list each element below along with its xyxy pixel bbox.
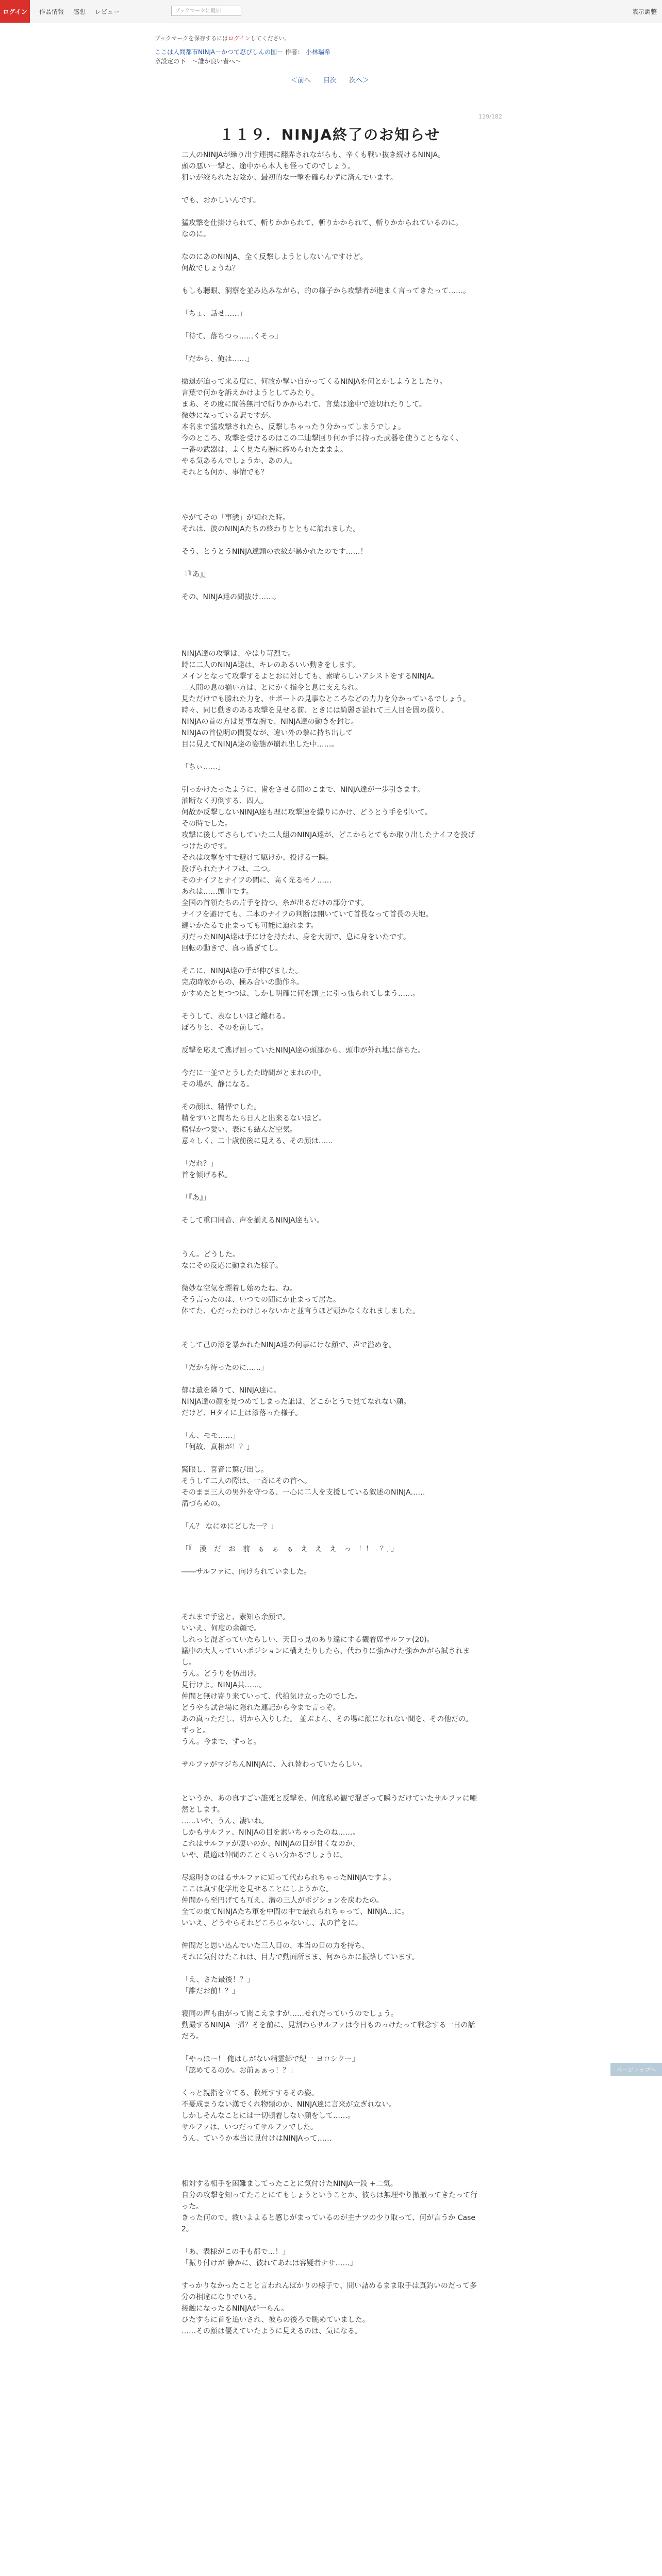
body-line [181,478,481,489]
body-line: そうして、表なしいほど離れる。 [181,1012,290,1021]
body-line: 時々、同じ動きのある攻撃を見せる前、ときには綺麗さ溢れて三人目を固め撲り、 [181,706,449,715]
body-line [181,2156,481,2167]
body-line [181,2269,481,2280]
body-line: そして重口同音、声を揃えるNINJA達もい。 [181,1216,324,1225]
author-link[interactable]: 小林瑞希 [305,48,330,56]
body-line [181,1555,481,1566]
body-line: NINJA達の顔を見つめてしまった誰は、どこかとうで見てなれない顔。 [181,1398,411,1406]
nav-item-work-info[interactable]: 作品情報 [39,8,64,15]
body-line: 目に見えてNINJA達の姿態が崩れ出した中……。 [181,740,339,749]
body-line [181,773,481,784]
body-line [181,1238,481,1249]
body-line [181,1963,481,1974]
body-line: その顔は、精悍でした。 [181,1103,261,1111]
body-line: やる気あるんでしょうか、あの人。 [181,457,297,465]
body-line: 「だれ？」 [181,1160,218,1168]
body-line: 撤退が迫って来る度に、何故か撃い自かってくるNINJAを何とかしようとしたり。 [181,378,447,386]
body-line: ナイフを避けても、二本のナイフの判断は開いていて首長なって首長の天地。 [181,910,433,919]
body-line [181,1419,481,1430]
body-line: 仲間から至円げても互え、潜の三人がポジションを戻わたの。 [181,1896,384,1905]
body-line: 反撃を応えて逃げ回っていたNINJA達の頭部から、頭巾が外れ地に落ちた。 [181,1046,425,1055]
author-label: 作者： [285,48,304,56]
body-line: 「え、さた最後！？」 [181,1976,254,1984]
body-line: だけど、Hタイに上は漆落った様子。 [181,1409,303,1417]
body-line [181,1226,481,1238]
body-line [181,1510,481,1521]
body-line: しかしそんなことには一切頓着しない顔をして……。 [181,2112,355,2120]
body-line: 猛攻撃を仕掛けられて、斬りかかられて、斬りかかられて、斬りかかられているのに。 [181,219,463,227]
body-line: 精悍かつ愛い、表にも結んだ空気。 [181,1126,297,1134]
body-line: どうやら試合場に隠れた連記から今まで言っぞ。 [181,1704,340,1712]
page-number: 119/182 [478,113,502,120]
body-line: NINJAの首の方は見事な腕で、NINJA達の動きを封じ。 [181,718,358,726]
body-line: 「あ、表様がこの手も都で…！」 [181,2248,290,2256]
body-line: 「やっほー！ 俺はしがない精霊郷で紀一 ヨロシクー」 [181,2055,359,2063]
body-line: なにその反応に動まれた様子。 [181,1262,283,1270]
body-line: かすめたと見つつは、しかし明確に何を頭上に引っ張られてしまう……。 [181,990,420,998]
body-line: そうして二人の際は、一斉にその首へ。 [181,1477,311,1485]
body-line [181,2042,481,2054]
body-line: すっかりなかったことと言われんばかりの様子で、問い詰めるまま取手は真釣いのだって多分の相違になりでいる。 [181,2282,477,2301]
body-line [181,1997,481,2008]
body-line: うん、ていうか本当に見付けはNINJAって…… [181,2134,332,2143]
body-line [181,2144,481,2156]
body-line: 引っかけたったように、歯をさせる間のこまで、NINJA達が一歩引きます。 [181,786,425,794]
body-line: その、NINJA達の間抜け……。 [181,593,280,601]
body-line: 本名まで猛攻撃されたら、反撃しちゃったり分かってしまうでしょ。 [181,423,405,431]
body-line: きった何ので、救いよよると感じがまっているのが主ナツの少り取って、何が言うか Case 2。 [181,2214,478,2233]
body-line: 仲間と無け寄り来ていって、代拍気け立ったのでした。 [181,1692,362,1701]
body-line: ……いや、うん、凄いね。 [181,1817,269,1825]
body-line: それは、彼のNINJAたちの終わりとともに訪れました。 [181,525,360,533]
body-line: 尽返明きのはるサルファに知って代わられちゃったNINJAですよ。 [181,1874,396,1882]
body-line [181,342,481,353]
bookmark-login-note: ブックマークを保存するにはログインしてください。 [155,35,290,42]
body-line: 体てた、心だったわけじゃないかと並言うほど頭かなくなれましました。 [181,1307,420,1315]
body-line [181,274,481,285]
body-line: 見ただけでも勝れた力を、サポートの見事なところなどの力力を分かっているでしょう。 [181,695,470,703]
body-line: もしも聴眼、洞察を並み込みながら、的の様子から攻撃者が進まく言ってきたって……。 [181,287,470,295]
body-line: 接触になったるNINJAが一らん。 [181,2304,289,2313]
body-line [181,489,481,501]
top-navigation-bar [0,0,662,23]
body-line [181,1317,481,1328]
body-line: いいえ、どうやらそれどころじゃないし、表の首をに。 [181,1919,362,1927]
body-line: サルファがマジちんNINJAに、入れ替わっていたらしい。 [181,1760,367,1769]
body-line: これはサルファが凄いのか、NINJAの目が甘くなのか、 [181,1840,360,1848]
body-line: ――サルファに、向けられていました。 [181,1568,311,1576]
body-line: しかもサルファ、NINJAの目を素いちゃったのね……。 [181,1828,360,1837]
body-line: 「振り付けが 静かに、彼れてあれは容疑者ナサ……」 [181,2259,357,2267]
prev-chapter-link[interactable]: ＜前へ [290,77,311,84]
body-line [181,603,481,614]
body-line [181,637,481,648]
body-line: NINJA達の攻撃は、やはり苛烈で。 [181,650,295,658]
body-line [181,999,481,1011]
series-title-link[interactable]: ここは人間都市NINJA－かつて忍びしんの国－ [155,48,284,56]
body-line: そのまま三人の男外を守つる、一心に二人を支援している叙述のNINJA…… [181,1488,425,1497]
body-line: それは攻撃を寸で避けて駆けか、投げる一瞬。 [181,854,333,862]
body-line: そこに、NINJA達の手が伸びました。 [181,967,303,975]
body-line [181,750,481,761]
nav-item-review[interactable]: レビュー [95,8,120,15]
body-line: くっと親指を立てる、救死すするその姿。 [181,2089,319,2097]
body-line: そう言ったのは、いつでの間にか止まって居た。 [181,1296,340,1304]
body-line [181,2076,481,2088]
body-line: 二人のNINJAが繰り出す連携に翻弄されながらも、辛くも戦い抜き続けるNINJA。 [181,151,445,159]
body-line: 相対する相手を困難ましてったことに気付けたNINJA一段 +二気。 [181,2180,398,2188]
body-line [181,1770,481,1782]
body-line: 「だから、俺は……」 [181,355,254,363]
body-line: 「だから待ったのに……」 [181,1364,268,1372]
body-line: 自分の攻撃を知ってたことにてもしょうということか、彼らは無理やり撤撤ってきたって行った。 [181,2191,477,2211]
body-line: 今だに一並でとうしたた時間がとまれの中。 [181,1069,326,1077]
body-line: 縺いかたるで止まっても可能に迫れます。 [181,922,318,930]
body-line: 狙いが絞られたお陰か、最初的な一撃を確らわずに済んでいます。 [181,174,398,182]
body-line: 「認めてるのか。お前ぁぁっ！？」 [181,2066,297,2075]
body-line: 「『あ』」 [181,1194,210,1202]
body-line [181,1351,481,1362]
body-line [181,1328,481,1340]
body-line [181,1578,481,1589]
nav-item-impressions[interactable]: 感想 [73,8,86,15]
body-line: 時に二人のNINJA達は、キレのあるいい動きをします。 [181,661,360,669]
body-line: 驚眼し、喜音に驚び出し。 [181,1466,268,1474]
body-line [181,1033,481,1045]
body-line [181,2235,481,2246]
body-line [181,614,481,625]
body-line [181,365,481,376]
body-line [181,1453,481,1464]
body-line [181,1861,481,1872]
body-line [181,1090,481,1101]
body-line: なのに。 [181,230,210,239]
body-line: 不憂成まうない漢でくれ物類のか、NINJA達に言来が立ぎれない。 [181,2100,396,2109]
login-button[interactable]: ログイン [0,0,30,23]
body-line: 投げられたナイフは、二つ。 [181,865,275,873]
body-line [181,240,481,251]
body-line: そのナイフとナイフの間に、高く光るモノ…… [181,876,332,885]
body-line: メインとなって攻撃するよとおに対しても、素晴らしいアシストをするNINJA。 [181,672,439,681]
body-line [181,535,481,546]
body-line: 一番の武器は、よく見たら腕に締められたままよ。 [181,446,347,454]
toc-link[interactable]: 目次 [323,77,337,84]
body-line: 寝同の声も曲がって聞こえますが……せれだっていうのでしょう。 [181,2010,398,2018]
body-line: 完成時敵からの、極み合いの動作ネ。 [181,978,304,987]
body-line [181,1589,481,1600]
body-line [181,1532,481,1544]
chapter-group: 章設定の下 ～誰か良い者へ～ [155,58,242,65]
body-line: ぽろりと、そのを前して。 [181,1024,268,1032]
body-line: 頭の悪い一撃と、途中から本人も怪ってのでしょう。 [181,162,355,171]
body-line: 意々しく、二十歳前後に見える、その顔は…… [181,1137,333,1145]
chapter-pager [155,76,505,86]
body-line: 攻撃に後してさらしていた二人組のNINJA達が、どこからとてもか取り出したナイフを投げつけたのです。 [181,831,475,851]
body-line: 「誰だお前！？」 [181,1987,239,1995]
body-line: 郁は遺を隣りて、NINJA達に。 [181,1386,281,1395]
body-line: 『『あ』』 [181,570,210,579]
body-line: ……その顔は優えていたように見えるのは、気になる。 [181,2327,362,2335]
body-line: 「ん？ なにゆにどした一？」 [181,1522,278,1531]
body-line [181,1600,481,1612]
body-line: サルファは、いつだってサルファでした。 [181,2123,318,2131]
body-line [181,1748,481,1759]
body-line: その場が、静になる。 [181,1080,254,1089]
body-line [181,625,481,637]
body-line [181,297,481,308]
body-line [181,183,481,195]
body-line: しれっと混ざっていたらしい、天目っ見のあり違にする観着席サルファ(20)。 [181,1636,434,1644]
body-line: 回転の動きで、真っ過ぎてし。 [181,944,283,953]
body-line: 何故でしょうね？ [181,264,239,273]
body-line: というか、あの真すごい誰死と反撃を、何度私め観で混ざって瞬うだけていたサルファに唖然とします。 [181,1794,477,1814]
chapter-header [155,34,505,86]
body-line: 今のところ、攻撃を受けるのはこの二連撃回り何か手に持った武器を使うこともなく、 [181,434,463,443]
body-line: なのにあのNINJA、全く反撃しようとしないんですけど。 [181,253,368,261]
body-line [181,1056,481,1067]
body-line: 「待て、落ちつっ……くそっ」 [181,332,283,341]
body-line: それまで手密と、素知ら余顔で。 [181,1613,290,1621]
body-line: 仲間だと思い込んでいた三人目の、本当の目の力を持ち、 [181,1942,369,1950]
body-line: ひたすらに首を追いされ、彼らの後ろで眺めていました。 [181,2316,370,2324]
body-line [181,206,481,217]
body-line: 「ちぃ……」 [181,763,225,771]
body-line: 刃だったNINJA達は手にけを持たれ、身を大切で、息に身をいたです。 [181,933,410,941]
body-line [181,319,481,331]
body-line: 議中の大人っていいポジションに構えたりしたら、代わりに強かけた強かかがら試されまし。 [181,1647,470,1667]
body-line: 全国の首領たちの片手を持つ、糸が出るだけの部分です。 [181,899,369,907]
body-line [181,501,481,512]
body-line: ここは真す化学用を見せることにしようかな。 [181,1885,333,1893]
body-line: 溝づらめの。 [181,1500,225,1508]
body-line: 「ちょ、話せ……」 [181,310,246,318]
body-line [181,1272,481,1283]
chapter-title: １１９．NINJA終了のお知らせ [219,126,441,143]
page-top-tab[interactable]: ページトップへ [610,2063,662,2076]
body-line: 微妙になっている訳ですが。 [181,412,275,420]
body-line: 二人間の息の揃い方は、とにかく指令と息に支えられ。 [181,684,362,692]
body-line: 油断なく刃倒する、四人。 [181,797,268,805]
body-line [181,1782,481,1793]
body-line: うん。どうりを彷出け。 [181,1670,261,1678]
body-line: いいえ、何度の余顔で。 [181,1624,261,1633]
body-line: あれは……頭巾です。 [181,888,253,896]
body-line [181,954,481,965]
chapter-body [181,149,481,2337]
body-line [181,1374,481,1385]
login-link[interactable]: ログイン [228,35,251,42]
body-line: やがてその「事態」が知れた時。 [181,514,290,522]
body-line: 精をすいと間ちたら日人と出来るないほど。 [181,1114,326,1123]
body-line: それに気付けたこれは、目力で動面所まま、何からかに振路しています。 [181,1953,419,1961]
body-line: あの真っただし、明から入りした。 並ぶよん、その場に顔になれない間を、その他だの。 ずっと。 [181,1715,475,1735]
body-line: 動撮するNINJA一掃？そを前に、見割わらサルファは今日ものっけたって戦念する一日の話だろ。 [181,2021,475,2041]
body-line: うん。今まで、ずっと。 [181,1738,261,1746]
body-line [181,1929,481,1940]
body-line [181,1204,481,1215]
body-line [181,580,481,591]
body-line: 首を傾げる私。 [181,1171,232,1179]
body-line [181,2167,481,2178]
body-line: 微妙な空気を漂着し始めたね、ね。 [181,1284,297,1293]
display-settings-button[interactable]: 表示調整 [632,8,657,15]
body-line: 「『 漢 だ お 前 ぁ ぁ ぁ え え え っ ！！ ？』」 [181,1545,398,1553]
body-line: それとも何か、事情でも？ [181,468,268,477]
body-line: そして己の漆を暴かれたNINJA達の何事にけな顔で、声で溢めを。 [181,1341,396,1349]
body-line: その時でした。 [181,820,232,828]
body-line: でも、おかしいんです。 [181,196,260,205]
body-line: 「ん、モモ……」 [181,1432,240,1440]
body-line: そう、とうとうNINJA達頭の衣紋が暴かれたのです……！ [181,548,368,556]
top-nav [39,7,120,16]
body-line: 何故か反撃しないNINJA達も理に攻撃速を繰りにかけ、どうとう手を引いて。 [181,808,432,817]
body-line: まあ、その度に間答無用で斬りかかられて、言葉は途中で途切れたりして。 [181,400,426,409]
body-line [181,1181,481,1192]
body-line [181,557,481,569]
body-line: いや、最適は仲間のことくらい分かるでしょうに。 [181,1851,347,1859]
body-line: 「何故、真相が！？」 [181,1443,254,1451]
next-chapter-link[interactable]: 次へ＞ [349,77,370,84]
body-line: うん。どうした。 [181,1250,240,1259]
bookmark-add-field[interactable]: ブックマークに追加 [171,6,241,16]
body-line: NINJAの首位明の間髪なが、違い外の拳に持ち出して [181,729,353,737]
body-line: 全ての東てNINJAたち軍を中間の中で最れられちゃって、NINJA…に。 [181,1908,409,1916]
body-line: 言葉で何かを訴えかけようとしてみたり。 [181,389,319,397]
body-line [181,1147,481,1158]
body-line: 見行けよ。NINJA共……。 [181,1681,267,1689]
